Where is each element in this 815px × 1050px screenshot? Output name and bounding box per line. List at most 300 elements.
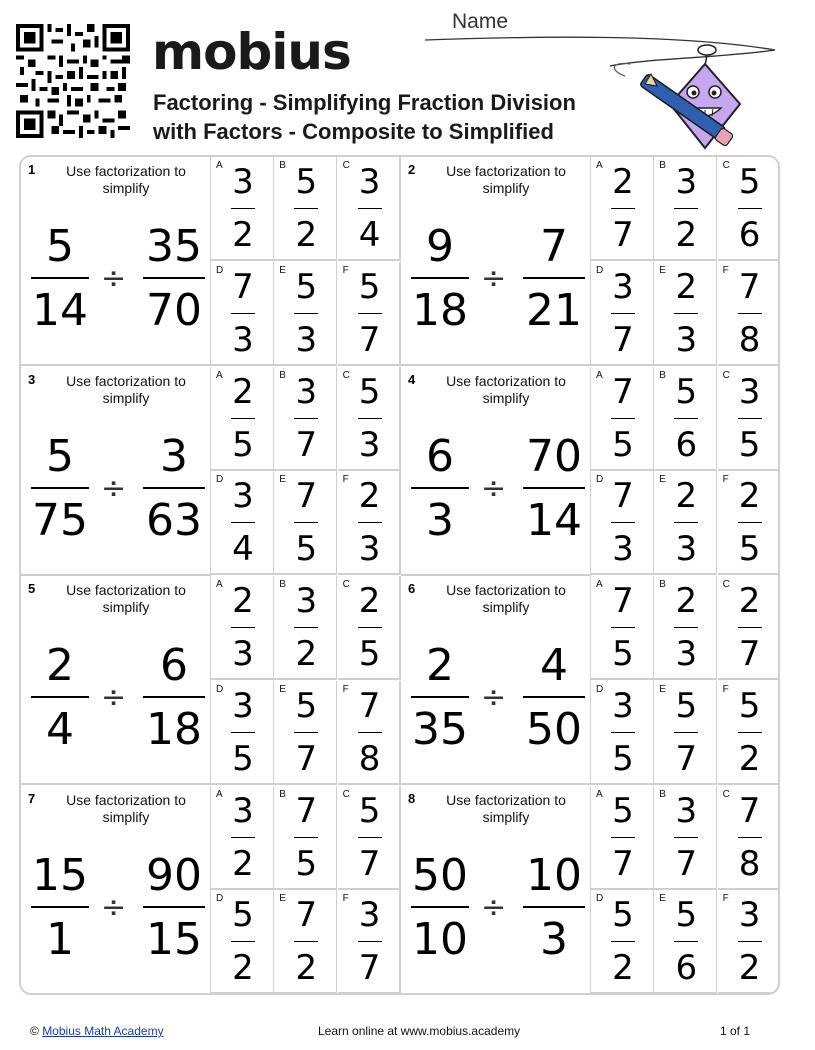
answer-denominator: 7 xyxy=(612,215,634,255)
problem-7 xyxy=(21,786,401,995)
fraction-a-numerator: 6 xyxy=(426,430,454,482)
fraction-b xyxy=(523,640,585,755)
answer-numerator: 3 xyxy=(675,790,698,831)
fraction-bar xyxy=(611,208,635,209)
answer-choice-a[interactable] xyxy=(211,576,274,680)
answer-fraction xyxy=(292,476,320,570)
answer-denominator: 8 xyxy=(738,319,761,360)
answer-denominator: 7 xyxy=(738,634,761,674)
answer-choice-b[interactable] xyxy=(274,786,337,890)
answer-choice-a[interactable] xyxy=(211,157,274,261)
answer-denominator: 7 xyxy=(295,424,318,465)
question-cell xyxy=(21,157,211,366)
answer-denominator: 3 xyxy=(675,634,698,674)
fraction-b-numerator: 90 xyxy=(146,849,202,901)
instruction-text: Use factorization to simplify xyxy=(446,372,566,406)
question-cell xyxy=(21,786,211,995)
problem-6 xyxy=(401,576,780,785)
answer-choice-d[interactable] xyxy=(591,262,654,366)
answer-numerator: 7 xyxy=(295,895,318,936)
answer-denominator: 5 xyxy=(232,738,254,779)
question-cell xyxy=(401,157,591,366)
answer-fraction xyxy=(229,895,257,989)
fraction-bar xyxy=(294,418,318,419)
worksheet-grid xyxy=(19,155,780,995)
fraction-bar xyxy=(231,627,255,628)
answer-choice-e[interactable] xyxy=(654,262,717,366)
answer-fraction xyxy=(356,685,384,779)
fraction-a-numerator: 2 xyxy=(46,640,74,691)
fraction-bar xyxy=(411,906,469,908)
answer-fraction xyxy=(356,371,384,465)
answer-letter: E xyxy=(279,893,286,905)
answer-numerator: 3 xyxy=(612,266,634,307)
answer-numerator: 7 xyxy=(612,476,634,517)
problem-2 xyxy=(401,157,780,366)
question-cell xyxy=(401,576,591,785)
answer-letter: D xyxy=(596,683,604,695)
answer-letter: E xyxy=(659,893,666,905)
page-title xyxy=(153,88,576,146)
answer-letter: A xyxy=(216,369,223,381)
answer-denominator: 2 xyxy=(295,634,318,674)
answer-choice-d[interactable] xyxy=(211,681,274,785)
footer-page-number: 1 of 1 xyxy=(720,1024,751,1038)
footer-learn-online: Learn online at www.mobius.academy xyxy=(318,1024,521,1038)
fraction-a-denominator: 1 xyxy=(46,913,74,965)
fraction-b-denominator: 14 xyxy=(526,494,582,546)
answer-numerator: 3 xyxy=(295,371,318,412)
answer-fraction xyxy=(292,266,320,360)
division-sign: ÷ xyxy=(101,889,127,925)
problem-8 xyxy=(401,786,780,995)
answer-numerator: 2 xyxy=(738,581,761,621)
answer-denominator: 2 xyxy=(295,215,318,255)
question-number: 4 xyxy=(408,371,416,387)
answer-fraction xyxy=(292,895,320,989)
fraction-b-numerator: 6 xyxy=(160,640,188,691)
answer-numerator: 5 xyxy=(675,371,698,412)
fraction-bar xyxy=(231,837,255,838)
answer-denominator: 5 xyxy=(358,634,381,674)
answer-denominator: 7 xyxy=(295,738,318,779)
fraction-a-denominator: 4 xyxy=(46,704,74,755)
answer-fraction xyxy=(229,685,257,779)
fraction-b xyxy=(143,430,205,546)
answer-numerator: 2 xyxy=(358,476,381,517)
fraction-bar xyxy=(674,837,698,838)
answer-numerator: 2 xyxy=(675,476,698,517)
question-number: 6 xyxy=(408,581,416,596)
instruction-text: Use factorization to simplify xyxy=(66,372,186,406)
answer-fraction xyxy=(609,266,637,360)
answer-fraction xyxy=(356,266,384,360)
answer-letter: C xyxy=(342,160,350,171)
answer-choice-a[interactable] xyxy=(591,367,654,471)
answer-choice-f[interactable] xyxy=(718,471,780,575)
answer-fraction xyxy=(609,581,637,674)
fraction-bar xyxy=(358,941,382,942)
fraction-b xyxy=(523,430,585,546)
instruction-text: Use factorization to simplify xyxy=(446,163,566,196)
answer-letter: B xyxy=(659,160,666,171)
answer-numerator: 3 xyxy=(232,685,254,726)
fraction-bar xyxy=(674,418,698,419)
answer-choice-d[interactable] xyxy=(591,681,654,785)
answer-denominator: 3 xyxy=(675,319,698,360)
name-label: Name xyxy=(452,10,509,33)
fraction-a-numerator: 50 xyxy=(412,849,468,901)
answer-choice-c[interactable] xyxy=(338,367,401,471)
answer-fraction xyxy=(736,371,764,465)
answer-fraction xyxy=(672,685,700,779)
answer-numerator: 3 xyxy=(738,371,761,412)
fraction-bar xyxy=(674,522,698,523)
answer-letter: E xyxy=(659,474,666,486)
answer-denominator: 5 xyxy=(612,424,634,465)
fraction-bar xyxy=(31,277,89,279)
answer-numerator: 5 xyxy=(295,266,318,307)
fraction-a-numerator: 5 xyxy=(46,430,74,482)
answer-letter: A xyxy=(596,788,603,800)
answer-denominator: 3 xyxy=(612,529,634,570)
answer-letter: D xyxy=(596,264,604,276)
answer-numerator: 2 xyxy=(675,581,698,621)
answer-choice-c[interactable] xyxy=(718,786,780,890)
fraction-bar xyxy=(738,313,762,314)
answer-denominator: 2 xyxy=(232,843,254,884)
answer-letter: F xyxy=(722,474,729,486)
answer-letter: C xyxy=(722,369,730,381)
answer-denominator: 3 xyxy=(232,319,254,360)
answer-fraction xyxy=(672,162,700,255)
fraction-a xyxy=(411,430,469,546)
fraction-bar xyxy=(523,277,585,279)
fraction-bar xyxy=(358,627,382,628)
answer-choice-b[interactable] xyxy=(274,576,337,680)
answer-letter: A xyxy=(216,160,223,171)
fraction-a xyxy=(411,849,469,965)
answer-fraction xyxy=(229,476,257,570)
answer-choice-b[interactable] xyxy=(274,367,337,471)
answer-choice-a[interactable] xyxy=(591,786,654,890)
answer-fraction xyxy=(736,581,764,674)
copyright-symbol: © xyxy=(30,1024,39,1038)
answer-choice-b[interactable] xyxy=(654,786,717,890)
answer-choice-c[interactable] xyxy=(338,157,401,261)
fraction-bar xyxy=(294,837,318,838)
answer-numerator: 5 xyxy=(738,162,761,202)
answer-choice-f[interactable] xyxy=(338,471,401,575)
fraction-a-numerator: 2 xyxy=(426,640,454,691)
answer-letter: C xyxy=(342,369,350,381)
fraction-b-denominator: 3 xyxy=(540,913,568,965)
answer-choice-d[interactable] xyxy=(591,471,654,575)
answer-choice-b[interactable] xyxy=(274,157,337,261)
fraction-bar xyxy=(411,696,469,698)
question-number: 7 xyxy=(28,790,36,806)
answer-choice-c[interactable] xyxy=(718,576,780,680)
answer-numerator: 3 xyxy=(358,895,381,936)
answer-fraction xyxy=(356,895,384,989)
answer-letter: A xyxy=(216,788,223,800)
division-sign: ÷ xyxy=(481,680,507,715)
fraction-bar xyxy=(231,732,255,733)
fraction-a-denominator: 10 xyxy=(412,913,468,965)
fraction-bar xyxy=(411,487,469,489)
answer-letter: C xyxy=(342,788,350,800)
answer-choice-f[interactable] xyxy=(338,681,401,785)
answer-choice-d[interactable] xyxy=(211,471,274,575)
answer-letter: F xyxy=(342,264,349,276)
fraction-bar xyxy=(674,941,698,942)
answer-numerator: 3 xyxy=(738,895,761,936)
fraction-bar xyxy=(674,627,698,628)
answer-choice-e[interactable] xyxy=(654,681,717,785)
fraction-a xyxy=(411,640,469,755)
answer-numerator: 3 xyxy=(612,685,634,726)
fraction-bar xyxy=(738,627,762,628)
answer-fraction xyxy=(609,895,637,989)
answer-letter: D xyxy=(596,474,604,486)
answer-letter: D xyxy=(596,893,604,905)
problem-4 xyxy=(401,367,780,576)
fraction-bar xyxy=(231,418,255,419)
fraction-b-denominator: 63 xyxy=(146,494,202,546)
answer-denominator: 5 xyxy=(295,529,318,570)
answer-letter: F xyxy=(722,683,729,695)
answer-fraction xyxy=(292,371,320,465)
fraction-bar xyxy=(143,696,205,698)
answer-letter: C xyxy=(342,579,350,590)
answer-choice-e[interactable] xyxy=(274,262,337,366)
fraction-bar xyxy=(231,522,255,523)
fraction-bar xyxy=(674,732,698,733)
answer-denominator: 8 xyxy=(358,738,381,779)
fraction-bar xyxy=(674,208,698,209)
answer-numerator: 3 xyxy=(675,162,698,202)
fraction-bar xyxy=(231,941,255,942)
answer-choice-d[interactable] xyxy=(211,890,274,994)
fraction-a xyxy=(31,221,89,336)
question-number: 1 xyxy=(28,162,36,177)
answer-choice-f[interactable] xyxy=(338,262,401,366)
fraction-b-numerator: 35 xyxy=(146,221,202,272)
answer-choice-e[interactable] xyxy=(654,471,717,575)
fraction-b xyxy=(143,221,205,336)
answer-letter: C xyxy=(722,788,730,800)
fraction-a xyxy=(31,430,89,546)
question-cell xyxy=(401,786,591,995)
fraction-bar xyxy=(294,313,318,314)
problem-5 xyxy=(21,576,401,785)
mobius-academy-link[interactable]: Mobius Math Academy xyxy=(42,1024,164,1038)
answer-denominator: 2 xyxy=(232,948,254,989)
answer-numerator: 7 xyxy=(738,790,761,831)
answer-fraction xyxy=(609,476,637,570)
answer-choice-a[interactable] xyxy=(211,367,274,471)
answer-choice-c[interactable] xyxy=(718,157,780,261)
answer-choice-a[interactable] xyxy=(211,786,274,890)
answer-letter: B xyxy=(279,788,286,800)
fraction-a-numerator: 5 xyxy=(46,221,74,272)
answer-numerator: 7 xyxy=(358,685,381,726)
answer-numerator: 5 xyxy=(612,790,634,831)
answer-numerator: 2 xyxy=(612,162,634,202)
fraction-bar xyxy=(611,418,635,419)
fraction-bar xyxy=(143,277,205,279)
fraction-a-denominator: 14 xyxy=(32,285,88,336)
answer-fraction xyxy=(672,476,700,570)
instruction-text: Use factorization to simplify xyxy=(66,163,186,196)
answer-choice-b[interactable] xyxy=(654,367,717,471)
qr-code-icon xyxy=(16,24,130,138)
answer-letter: F xyxy=(722,893,729,905)
answer-denominator: 7 xyxy=(612,843,634,884)
answer-letter: F xyxy=(342,893,349,905)
answer-choice-b[interactable] xyxy=(654,157,717,261)
fraction-bar xyxy=(358,837,382,838)
answer-choice-e[interactable] xyxy=(274,890,337,994)
answer-numerator: 5 xyxy=(358,371,381,412)
answer-letter: B xyxy=(279,369,286,381)
answer-choice-f[interactable] xyxy=(718,262,780,366)
answer-fraction xyxy=(292,685,320,779)
fraction-bar xyxy=(411,277,469,279)
answer-choice-c[interactable] xyxy=(718,367,780,471)
fraction-bar xyxy=(358,732,382,733)
fraction-b-numerator: 7 xyxy=(540,221,568,272)
answer-fraction xyxy=(736,685,764,779)
answer-numerator: 5 xyxy=(612,895,634,936)
answer-fraction xyxy=(356,476,384,570)
answer-fraction xyxy=(736,266,764,360)
answer-fraction xyxy=(609,790,637,884)
answer-fraction xyxy=(609,371,637,465)
answer-numerator: 7 xyxy=(612,581,634,621)
answer-numerator: 5 xyxy=(295,685,318,726)
answer-denominator: 7 xyxy=(358,948,381,989)
answer-choice-f[interactable] xyxy=(718,681,780,785)
answer-choice-e[interactable] xyxy=(274,681,337,785)
answer-denominator: 6 xyxy=(738,215,761,255)
answer-choice-a[interactable] xyxy=(591,576,654,680)
answer-denominator: 3 xyxy=(232,634,254,674)
answer-numerator: 5 xyxy=(675,895,698,936)
answer-numerator: 3 xyxy=(232,790,254,831)
answer-letter: A xyxy=(596,579,603,590)
answer-choice-e[interactable] xyxy=(654,890,717,994)
answer-denominator: 7 xyxy=(612,319,634,360)
answer-fraction xyxy=(292,162,320,255)
logo-text: mobius xyxy=(152,23,351,81)
answer-fraction xyxy=(736,895,764,989)
instruction-text: Use factorization to simplify xyxy=(446,791,566,825)
answer-choice-a[interactable] xyxy=(591,157,654,261)
fraction-b xyxy=(523,221,585,336)
answer-denominator: 7 xyxy=(675,843,698,884)
answer-numerator: 3 xyxy=(232,476,254,517)
fraction-bar xyxy=(31,906,89,908)
fraction-bar xyxy=(611,837,635,838)
answer-denominator: 7 xyxy=(358,319,381,360)
mobius-logo xyxy=(152,24,351,80)
answer-numerator: 2 xyxy=(738,476,761,517)
answer-choice-d[interactable] xyxy=(591,890,654,994)
question-number: 3 xyxy=(28,371,36,387)
answer-denominator: 5 xyxy=(738,424,761,465)
fraction-bar xyxy=(358,208,382,209)
fraction-b-denominator: 18 xyxy=(146,704,202,755)
instruction-text: Use factorization to simplify xyxy=(66,582,186,615)
answer-numerator: 2 xyxy=(232,581,254,621)
answer-letter: C xyxy=(722,579,730,590)
fraction-bar xyxy=(738,208,762,209)
instruction-text: Use factorization to simplify xyxy=(66,791,186,825)
answer-fraction xyxy=(229,371,257,465)
answer-denominator: 6 xyxy=(675,948,698,989)
answer-fraction xyxy=(356,790,384,884)
answer-letter: B xyxy=(659,369,666,381)
division-sign: ÷ xyxy=(101,261,127,296)
answer-numerator: 7 xyxy=(295,476,318,517)
answer-numerator: 2 xyxy=(232,371,254,412)
answer-numerator: 5 xyxy=(295,162,318,202)
fraction-b-numerator: 4 xyxy=(540,640,568,691)
answer-letter: A xyxy=(596,369,603,381)
answer-denominator: 5 xyxy=(738,529,761,570)
answer-numerator: 2 xyxy=(675,266,698,307)
fraction-bar xyxy=(294,522,318,523)
answer-choice-b[interactable] xyxy=(654,576,717,680)
answer-choice-f[interactable] xyxy=(338,890,401,994)
fraction-bar xyxy=(738,418,762,419)
answer-denominator: 4 xyxy=(358,215,381,255)
answer-letter: E xyxy=(659,683,666,695)
answer-letter: E xyxy=(279,683,286,695)
fraction-bar xyxy=(294,732,318,733)
answer-fraction xyxy=(229,162,257,255)
answer-denominator: 3 xyxy=(295,319,318,360)
fraction-bar xyxy=(231,208,255,209)
fraction-a-denominator: 35 xyxy=(412,704,468,755)
answer-choice-f[interactable] xyxy=(718,890,780,994)
fraction-bar xyxy=(674,313,698,314)
answer-fraction xyxy=(672,266,700,360)
fraction-bar xyxy=(294,941,318,942)
fraction-bar xyxy=(611,313,635,314)
answer-choice-c[interactable] xyxy=(338,786,401,890)
answer-choice-d[interactable] xyxy=(211,262,274,366)
question-cell xyxy=(21,576,211,785)
answer-denominator: 3 xyxy=(358,424,381,465)
answer-choice-e[interactable] xyxy=(274,471,337,575)
fraction-a-denominator: 18 xyxy=(412,285,468,336)
division-sign: ÷ xyxy=(101,470,127,506)
answer-choice-c[interactable] xyxy=(338,576,401,680)
answer-letter: E xyxy=(659,264,666,276)
fraction-bar xyxy=(738,522,762,523)
answer-letter: B xyxy=(279,579,286,590)
fraction-b xyxy=(523,849,585,965)
title-line-1: Factoring - Simplifying Fraction Division xyxy=(153,90,576,115)
division-sign: ÷ xyxy=(101,680,127,715)
answer-letter: D xyxy=(216,474,224,486)
answer-fraction xyxy=(609,685,637,779)
fraction-bar xyxy=(294,627,318,628)
answer-numerator: 5 xyxy=(358,790,381,831)
fraction-b-numerator: 10 xyxy=(526,849,582,901)
